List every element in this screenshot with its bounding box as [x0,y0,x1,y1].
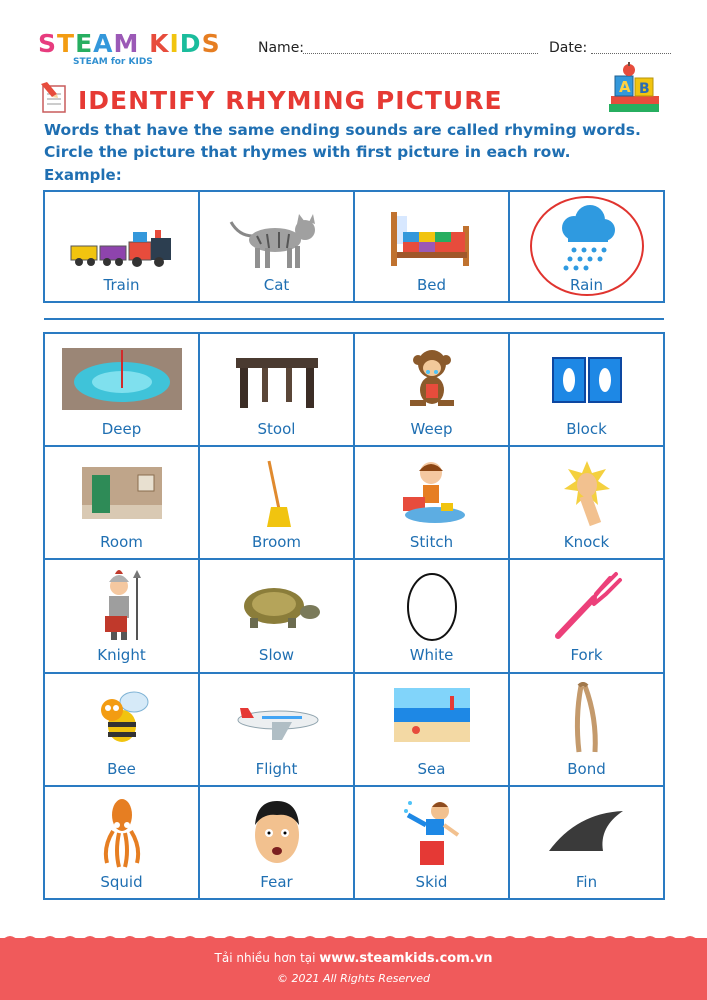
example-cell-train[interactable] [44,191,199,302]
section-divider [44,318,664,320]
exercise-cell[interactable] [44,333,199,446]
exercise-cell[interactable] [44,786,199,899]
word-label: Flight [255,759,298,778]
exercise-cell[interactable] [354,446,509,559]
exercise-row [44,673,664,786]
shark-fin-icon [547,809,627,855]
word-label: Weep [410,420,453,438]
rain-cloud-icon [552,202,622,272]
broom-icon [257,459,297,529]
train-icon [67,202,177,272]
exercise-cell[interactable] [509,673,664,786]
exercise-cell[interactable] [44,673,199,786]
footer-bar [0,938,707,1000]
name-field-line[interactable] [303,53,538,54]
exercise-cell[interactable] [509,786,664,899]
exercise-cell[interactable] [354,786,509,899]
word-label: Deep [101,420,142,438]
exercise-row [44,786,664,899]
footer-download-line [0,951,707,966]
word-label: Skid [415,872,448,891]
word-label: Stool [257,420,296,438]
exercise-cell[interactable] [354,333,509,446]
cat-icon [227,202,327,272]
word-label: Block [566,420,607,438]
deep-pool-icon [62,348,182,410]
exercise-row [44,559,664,672]
example-label: Example: [44,166,122,184]
word-label: Train [103,276,140,294]
word-label: Sea [417,759,446,778]
logo-subtitle: STEAM for KIDS [73,57,153,67]
date-field-line[interactable] [591,53,671,54]
svg-text:B: B [639,81,650,97]
word-label: Squid [100,872,143,891]
exercise-cell[interactable] [509,559,664,672]
exercise-cell[interactable] [509,446,664,559]
squid-icon [97,797,147,869]
airplane-icon [232,696,322,742]
word-label: Slow [258,646,295,665]
exercise-cell[interactable] [44,446,199,559]
beach-icon [394,688,470,742]
exercise-cell[interactable] [199,446,354,559]
word-label: Knight [97,646,146,665]
word-label: Rain [570,276,603,294]
rope-icon [567,682,607,756]
word-label: Bed [416,276,447,294]
word-label: White [409,646,454,665]
exercise-cell[interactable] [509,333,664,446]
word-label: Broom [251,533,302,552]
fork-icon [550,570,624,642]
name-label: Name: [258,40,305,56]
example-cell-bed[interactable] [354,191,509,302]
word-label: Stitch [409,533,454,552]
example-table [43,190,665,303]
knock-icon [562,459,612,529]
word-label: Fin [575,872,598,891]
footer-copyright: © 2021 All Rights Reserved [276,972,430,985]
instructions-text: Words that have the same ending sounds are called rhyming words. Circle the picture that rhymes with first picture in each row. [44,121,641,161]
exercise-row [44,446,664,559]
room-icon [82,467,162,519]
footer-prefix: Tải nhiều hơn tại [214,951,320,965]
example-cell-rain[interactable] [509,191,664,302]
exercise-cell[interactable] [199,786,354,899]
footer-website-link[interactable]: www.steamkids.com.vn [319,951,493,966]
word-label: Knock [563,533,610,552]
word-label: Bee [107,759,136,778]
knight-icon [97,570,147,642]
exercise-cell[interactable] [354,673,509,786]
white-oval-icon [404,570,460,644]
word-label: Room [100,533,143,552]
stool-icon [232,350,322,410]
word-label: Fear [260,872,293,891]
example-cell-cat[interactable] [199,191,354,302]
tortoise-icon [232,580,322,630]
pencil-paper-icon [37,80,71,114]
skidding-boy-icon [400,795,464,869]
steam-kids-logo [38,28,238,74]
worksheet-title: IDENTIFY RHYMING PICTURE [78,86,503,115]
date-label: Date: [549,40,588,56]
exercise-table [43,332,665,900]
abc-books-icon [605,62,663,114]
exercise-cell[interactable] [354,559,509,672]
word-label: Cat [263,276,290,294]
stitching-girl-icon [397,457,467,527]
exercise-cell[interactable] [199,673,354,786]
exercise-cell[interactable] [199,333,354,446]
weeping-monkey-icon [402,346,462,412]
bee-icon [92,684,152,754]
svg-text:A: A [619,78,631,96]
word-label: Bond [567,759,606,778]
exercise-cell[interactable] [199,559,354,672]
svg-text:STEAM KIDS: STEAM KIDS [38,29,221,58]
exercise-cell[interactable] [44,559,199,672]
exercise-row [44,333,664,446]
scared-face-icon [247,795,307,869]
block-icon [549,352,625,408]
bed-icon [387,202,477,272]
word-label: Fork [570,646,603,665]
logo-wordmark-icon [38,28,238,58]
